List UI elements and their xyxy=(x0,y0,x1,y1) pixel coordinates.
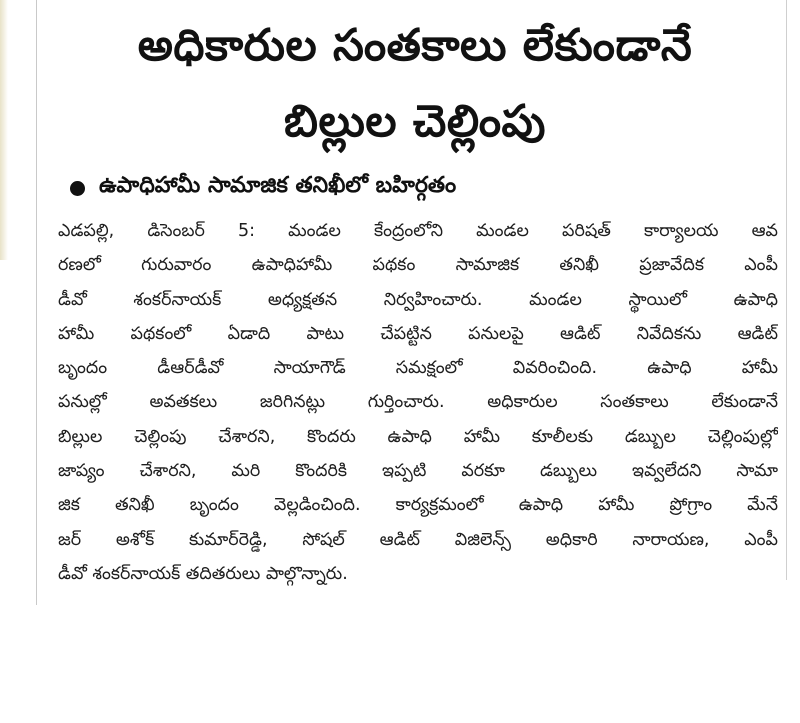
bullet-icon xyxy=(70,181,85,196)
adjacent-column-edge xyxy=(0,0,8,260)
headline-line-1: అధికారుల సంతకాలు లేకుండానే xyxy=(137,20,693,71)
body-line: డీవో శంకర్‌నాయక్ అధ్యక్షతన నిర్వహించారు. మండల స్థాయిలో ఉపాధి xyxy=(58,289,778,310)
column-rule-right xyxy=(786,0,787,580)
body-line: హామీ పథకంలో ఏడాది పాటు చేపట్టిన పనులపై ఆడిట్ నివేదికను ఆడిట్ xyxy=(58,323,778,344)
body-line: జాప్యం చేశారని, మరి కొందరికి ఇప్పటి వరకూ డబ్బులు ఇవ్వలేదని సామా xyxy=(58,461,778,482)
body-line: జిక తనిఖీ బృందం వెల్లడించింది. కార్యక్రమంలో ఉపాధి హామీ ప్రోగ్రాం మేనే xyxy=(58,495,778,516)
headline-line-2: బిల్లుల చెల్లింపు xyxy=(284,96,546,147)
subheading xyxy=(70,168,780,208)
body-line: రణలో గురువారం ఉపాధిహామీ పథకం సామాజిక తనిఖీ ప్రజావేదిక ఎంపీ xyxy=(58,255,778,276)
body-line: డీవో శంకర్‌నాయక్ తదితరులు పాల్గొన్నారు. xyxy=(58,563,348,584)
body-line: పనుల్లో అవతకలు జరిగినట్లు గుర్తించారు. అధికారుల సంతకాలు లేకుండానే xyxy=(58,392,778,413)
body-line: ఎడపల్లి, డిసెంబర్ 5: మండల కేంద్రంలోని మండల పరిషత్ కార్యాలయ ఆవ xyxy=(58,221,778,241)
column-rule-left xyxy=(36,0,37,605)
subheading-text: ఉపాధిహామీ సామాజిక తనిఖీలో బహిర్గతం xyxy=(99,173,457,198)
body-line: బిల్లుల చెల్లింపు చేశారని, కొందరు ఉపాధి హామీ కూలీలకు డబ్బుల చెల్లింపుల్లో xyxy=(58,426,778,447)
headline xyxy=(50,8,780,160)
news-article xyxy=(50,8,780,591)
article-body xyxy=(58,214,778,591)
body-line: బృందం డీఆర్‌డీవో సాయాగౌడ్ సమక్షంలో వివరించింది. ఉపాధి హామీ xyxy=(58,358,778,379)
body-line: జర్ అశోక్ కుమార్‌రెడ్డి, సోషల్ ఆడిట్ విజిలెన్స్ అధికారి నారాయణ, ఎంపీ xyxy=(58,529,778,550)
